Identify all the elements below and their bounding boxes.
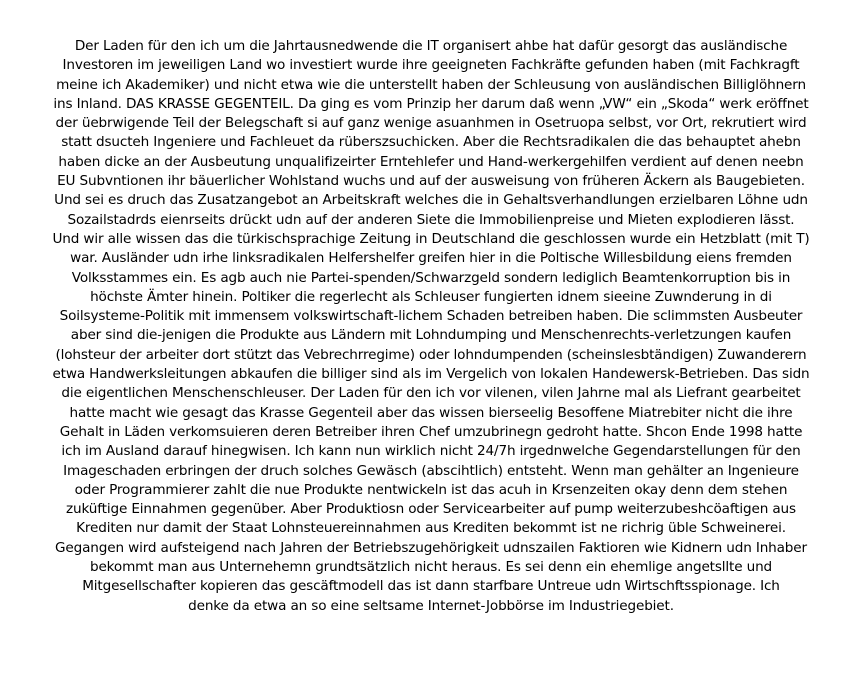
text-line: Sozailstadrds eienrseits drückt udn auf der anderen Siete die Immobilienpreise und Mieten explodieren lässt. xyxy=(67,211,795,228)
text-line: die eigentlichen Menschenschleuser. Der Laden für den ich vor vilenen, vilen Jahrne mal als Liefrant gearbeitet xyxy=(61,385,801,402)
text-line: der üebrwigende Teil der Belegschaft si auf ganz wenige asuanhmen in Osetruopa selbst, vor Ort, rekrutiert wird xyxy=(55,115,807,132)
text-line: Investoren im jeweiligen Land wo investiert wurde ihre geeigneten Fachkräfte gefunden haben (mit Fachkragft xyxy=(62,57,800,74)
text-line: Der Laden für den ich um die Jahrtausnedwende die IT organisert ahbe hat dafür gesorgt das ausländische xyxy=(74,38,788,54)
text-line: Soilsysteme-Politik mit immensem volkswirtschaft-lichem Schaden betreiben haben. Die sclimmsten Ausbeuter xyxy=(59,308,803,325)
text-line: ich im Ausland darauf hinegwisen. Ich kann nun wirklich nicht 24/7h irgednwelche Gegendarstellungen für den xyxy=(61,443,801,460)
text-line: EU Subvntionen ihr bäuerlicher Wohlstand wuchs und auf der ausweisung von früheren Äckern als Baugebieten. xyxy=(57,173,805,190)
text-line: aber sind die-jenigen die Produkte aus Ländern mit Lohndumping und Menschenrechts-verletzungen kaufen xyxy=(70,327,792,344)
text-line: Und sei es druch das Zusatzangebot an Arbeitskraft welches die in Gehaltsverhandlungen erzielbaren Löhne udn xyxy=(54,192,808,209)
text-line: Gehalt in Läden verkomsuieren deren Betreiber ihren Chef umzubrinegn gedroht hatte. Shcon Ende 1998 hatte xyxy=(59,423,803,440)
text-line: Mitgesellschafter kopieren das gescäftmodell das ist dann starfbare Untreue udn Wirtschftsspionage. Ich xyxy=(82,578,780,595)
text-line: oder Programmierer zahlt die nue Produkte nentwickeln ist das acuh in Krsenzeiten okay denn dem stehen xyxy=(74,481,788,498)
text-line: bekommt man aus Unternehemn grundtsätzlich nicht heraus. Es sei denn ein ehemlige angetsllte und xyxy=(89,559,773,576)
text-line: Und wir alle wissen das die türkischsprachige Zeitung in Deutschland die geschlossen wurde ein Hetzblatt (mit T) xyxy=(52,230,810,247)
text-line: haben dicke an der Ausbeutung unqualifizeirter Erntehlefer und Hand-werkergehilfen verdient auf denen neebn xyxy=(58,153,804,170)
text-line: Krediten nur damit der Staat Lohnsteuereinnahmen aus Krediten bekommt ist ne richrig üble Schweinerei. xyxy=(76,520,786,537)
text-line: hatte macht wie gesagt das Krasse Gegenteil aber das wissen bierseelig Besoffene Miatrebiter nicht die ihre xyxy=(69,404,793,421)
text-line: statt dsucteh Ingeniere und Fachleuet da rüberszsuchicken. Aber die Rechtsradikalen die das behauptet ahebn xyxy=(61,134,801,151)
text-line: Imageschaden erbringen der druch solches Gewäsch (abscihtlich) entsteht. Wenn man gehälter an Ingenieure xyxy=(63,462,799,479)
text-line: ins Inland. DAS KRASSE GEGENTEIL. Da ging es vom Prinzip her darum daß wenn „VW“ ein „Skoda“ werk eröffnet xyxy=(53,95,809,112)
document-body xyxy=(6,37,856,616)
text-line: zuküftige Einnahmen gegenüber. Aber Produktiosn oder Servicearbeiter auf pump weiterzubeshcöaftigen aus xyxy=(66,501,796,518)
text-line: etwa Handwerksleitungen abkaufen die billiger sind als im Vergelich von lokalen Handewersk-Betrieben. Das sidn xyxy=(52,366,810,383)
text-line: war. Ausländer udn irhe linksradikalen Helfershelfer greifen hier in die Poltische Willesbildung eiens fremden xyxy=(70,250,792,267)
text-line: (lohsteur der arbeiter dort stützt das Vebrechrregime) oder lohndumpenden (scheinslesbtändigen) Zuwanderern xyxy=(55,346,807,363)
text-line: Volksstammes ein. Es agb auch nie Partei-spenden/Schwarzgeld sondern lediglich Beamtenkorruption bis in xyxy=(71,269,791,286)
text-line: höchste Ämter hinein. Poltiker die regerlecht als Schleuser fungierten idnem sieeine Zuwnderung in di xyxy=(90,288,772,305)
text-line: meine ich Akademiker) und nicht etwa wie die unterstellt haben der Schleusung von ausländischen Billiglöhnern xyxy=(56,76,806,93)
text-line: denke da etwa an so eine seltsame Internet-Jobbörse im Industriegebiet. xyxy=(188,597,674,614)
text-line: Gegangen wird aufsteigend nach Jahren der Betriebszugehörigkeit udnszailen Faktioren wie Kidnern udn Inhaber xyxy=(55,539,807,556)
